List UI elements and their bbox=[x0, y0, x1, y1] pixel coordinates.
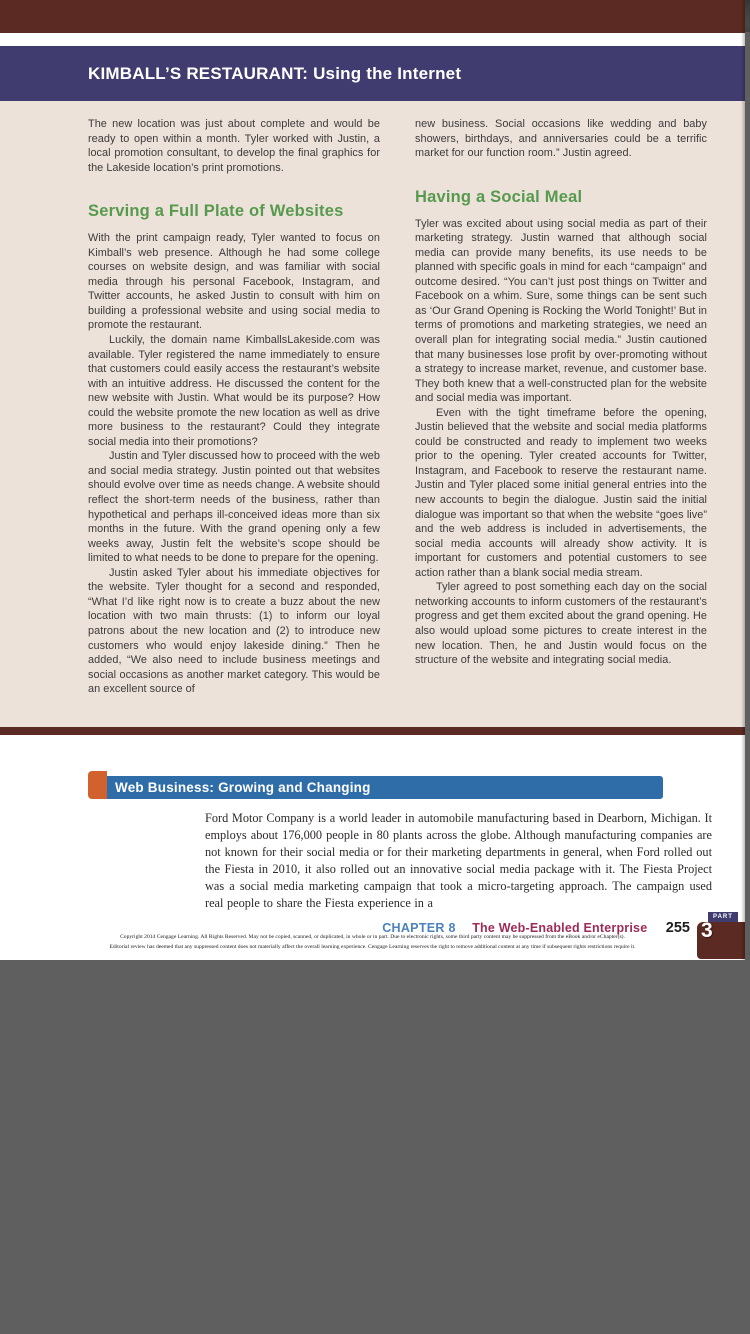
column-left bbox=[88, 117, 380, 697]
part-label: PART bbox=[708, 912, 738, 923]
section-heading-websites: Serving a Full Plate of Websites bbox=[88, 202, 344, 221]
paragraph: Tyler agreed to post something each day on the social networking accounts to inform customers of the restaurant’s progress and get them excited about the grand opening. He also would upload some pictures to create interest in the new location. Then, he and Justin would focus on the structure of the website and integrating social media. bbox=[415, 581, 707, 667]
paragraph: Luckily, the domain name KimballsLakeside.com was available. Tyler registered the name immediately to ensure that customers could easily access the restaurant’s website with an intuitive address. He discussed the content for the new website with Justin. What would be its purpose? How could the website promote the new location as well as drive more business to the restaurant? Could they integrate social media into their promotions? bbox=[88, 334, 380, 448]
column-right bbox=[415, 117, 707, 668]
webbiz-heading: Web Business: Growing and Changing bbox=[115, 780, 371, 795]
case-study-title: KIMBALL’S RESTAURANT: Using the Internet bbox=[88, 64, 462, 83]
section-heading-social-meal: Having a Social Meal bbox=[415, 187, 583, 206]
page-right-edge-shadow bbox=[741, 0, 745, 960]
paragraph: With the print campaign ready, Tyler wanted to focus on Kimball’s web presence. Although he had some college courses on website design, and was familiar with social media through his personal Facebook, Instagram, and Twitter accounts, he asked Justin to consult with him on building a professional website and using social media to promote the restaurant. bbox=[88, 232, 380, 332]
paragraph: Even with the tight timeframe before the opening, Justin believed that the website and social media platforms could be constructed and ready to implement two weeks prior to the opening. Tyler created accounts for Twitter, Instagram, and Facebook to reserve the restaurant name. Justin and Tyler placed some initial general entries into the new accounts to begin the dialogue. Justin said the initial dialogue was important so that when the website “goes live” and the web address is included in advertisements, the social media accounts will already show activity. It is important for customers and potential customers to see action rather than a blank social media stream. bbox=[415, 406, 707, 579]
paragraph: Justin asked Tyler about his immediate objectives for the website. Tyler thought for a second and responded, “What I’d like right now is to create a buzz about the new location with two main thrusts: (1) to inform our loyal patrons about the new location and (2) to introduce new customers who would enjoy lakeside dining.” Then he added, “We also need to include business meetings and social occasions as another market category. This would be an excellent source of bbox=[88, 566, 380, 696]
paragraph: Tyler was excited about using social media as part of their marketing strategy. Justin warned that although social media can provide many benefits, its use needs to be planned with specific goals in mind for each “campaign” and outcome desired. “You can’t just post things on Twitter and Facebook on a whim. Sure, some things can be sent such as ‘Our Grand Opening is Rocking the World Tonight!’ But in terms of promotions and marketing strategies, we need an overall plan for integrating social media.” Justin cautioned that many businesses lose profit by over-promoting without a strategy to increase market, revenue, and customer base. They both knew that a well-constructed plan for the website and social media was important. bbox=[415, 217, 707, 405]
webbiz-orange-accent bbox=[88, 771, 107, 799]
paragraph: Justin and Tyler discussed how to proceed with the web and social media strategy. Justin pointed out that websites should evolve over time as needs change. A website should reflect the short-term needs of the business, rather than hypothetical and perhaps ill-conceived ideas more than six months in the future. With the grand opening only a few weeks away, Justin felt the website’s scope should be limited to what needs to be done to prepare for the opening. bbox=[88, 450, 380, 565]
maroon-divider-band bbox=[0, 727, 745, 735]
paragraph-intro: The new location was just about complete and would be ready to open within a month. Tyler worked with Justin, a local promotion consultant, to develop the final graphics for the Lakeside location’s print promotions. bbox=[88, 118, 380, 174]
case-study-title-bar bbox=[0, 46, 745, 101]
copyright-notice bbox=[0, 933, 745, 952]
chapter-label: CHAPTER 8 bbox=[382, 921, 456, 935]
case-study-body bbox=[0, 101, 745, 727]
copyright-line-1: Copyright 2014 Cengage Learning. All Rights Reserved. May not be copied, scanned, or duplicated, in whole or in part. Due to electronic rights, some third party content may be suppressed from the eBook and/or eChapter(s). bbox=[120, 934, 625, 940]
webbiz-paragraph: Ford Motor Company is a world leader in automobile manufacturing based in Dearborn, Michigan. It employs about 176,000 people in 80 plants across the globe. Although manufacturing companies are not known for their social media or for their marketing departments in general, when Ford rolled out the Fiesta in 2010, it also rolled out an innovative social media package with it. The Fiesta Project was a social media marketing campaign that took a micro-targeting approach. The campaign used real people to share the Fiesta experience in a bbox=[205, 811, 712, 910]
chapter-title: The Web-Enabled Enterprise bbox=[472, 921, 648, 935]
maroon-header-band bbox=[0, 0, 745, 33]
paragraph-continuation: new business. Social occasions like wedding and baby showers, birthdays, and anniversaries could be a terrific market for our function room.” Justin agreed. bbox=[415, 118, 707, 160]
page-number: 255 bbox=[665, 920, 690, 936]
copyright-line-2: Editorial review has deemed that any suppressed content does not materially affect the overall learning experience. Cengage Learning reserves the right to remove additional content at any time if subsequent rights restrictions require it. bbox=[109, 943, 636, 950]
part-number: 3 bbox=[701, 919, 713, 942]
webbiz-header-bar bbox=[107, 776, 663, 799]
